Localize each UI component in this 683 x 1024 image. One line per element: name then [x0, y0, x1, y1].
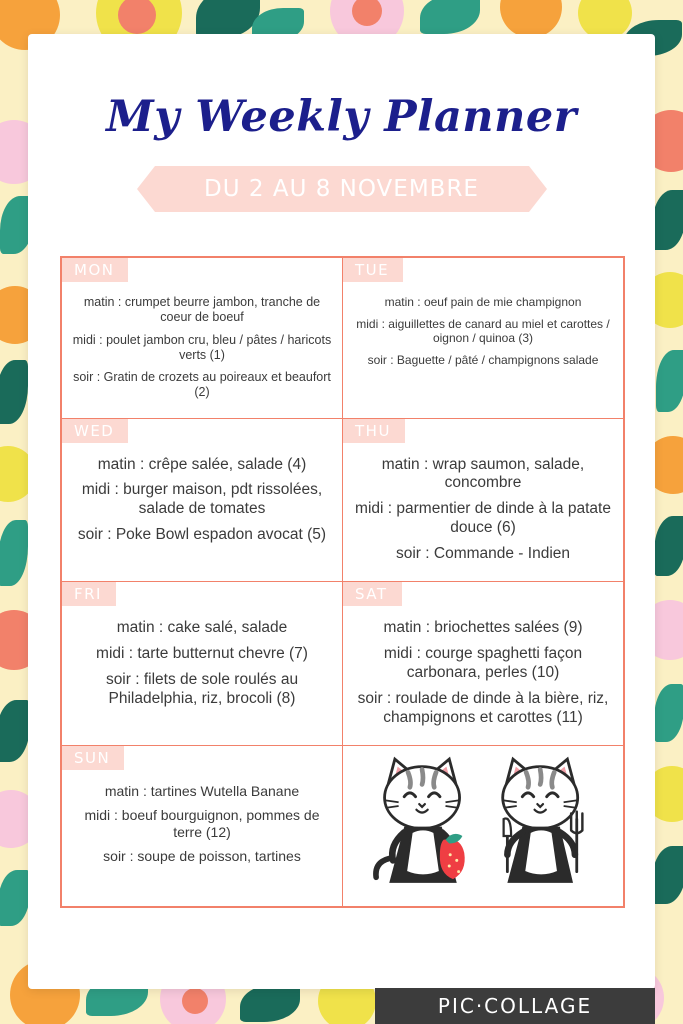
decorative-leaf — [656, 350, 683, 412]
decorative-leaf — [420, 0, 480, 34]
day-cell-fri[interactable] — [62, 582, 343, 746]
decorative-leaf — [0, 700, 30, 762]
weekly-grid — [60, 256, 625, 908]
date-range-text: DU 2 AU 8 NOVEMBRE — [204, 176, 479, 202]
decorative-leaf — [654, 684, 683, 742]
meal-entry: soir : Gratin de crozets au poireaux et beaufort (2) — [73, 370, 331, 400]
decorative-leaf — [0, 870, 30, 926]
meal-entry: midi : aiguillettes de canard au miel et carottes / oignon / quinoa (3) — [356, 316, 610, 346]
meal-entry: matin : crumpet beurre jambon, tranche de coeur de boeuf — [83, 295, 321, 325]
day-cell-tue[interactable] — [343, 258, 624, 419]
decorative-leaf — [652, 846, 683, 904]
meal-entry: matin : oeuf pain de mie champignon — [384, 295, 582, 309]
meal-entry: soir : Commande - Indien — [395, 545, 571, 563]
decorative-leaf — [0, 360, 28, 424]
meal-entry: matin : crêpe salée, salade (4) — [97, 455, 307, 473]
meal-entry: matin : wrap saumon, salade, concombre — [381, 455, 585, 492]
meal-entry: soir : soupe de poisson, tartines — [103, 847, 301, 864]
two-cats-icon — [343, 746, 623, 896]
meal-entry: matin : tartines Wutella Banane — [104, 782, 300, 799]
day-cell-sun[interactable] — [62, 745, 343, 906]
planner-card — [28, 34, 655, 989]
date-range-banner — [28, 166, 655, 212]
decorative-flower — [182, 988, 208, 1014]
meal-entry: soir : Baguette / pâté / champignons salade — [367, 352, 599, 367]
decorative-leaf — [196, 0, 260, 38]
day-cell-wed[interactable] — [62, 418, 343, 582]
meal-entry: soir : roulade de dinde à la bière, riz, champignons et carottes (11) — [357, 689, 609, 726]
day-label-wed: WED — [62, 419, 128, 443]
pic-collage-watermark: PIC·COLLAGE — [375, 988, 655, 1024]
page-title: My Weekly Planner — [106, 92, 577, 142]
decorative-leaf — [654, 516, 683, 576]
day-cell-sat[interactable] — [343, 582, 624, 746]
decorative-leaf — [0, 520, 28, 586]
meal-entry: matin : briochettes salées (9) — [383, 619, 583, 637]
day-label-thu: THU — [343, 419, 405, 443]
day-label-tue: TUE — [343, 258, 403, 282]
meal-entry: soir : Poke Bowl espadon avocat (5) — [77, 526, 327, 544]
meal-entry: midi : parmentier de dinde à la patate douce (6) — [355, 500, 611, 537]
meal-entry: midi : burger maison, pdt rissolées, salade de tomates — [81, 481, 323, 518]
decorative-leaf — [652, 190, 683, 250]
meal-entry: midi : tarte butternut chevre (7) — [96, 644, 308, 662]
day-label-sat: SAT — [343, 582, 402, 606]
illustration-cell — [343, 745, 624, 906]
meal-entry: midi : boeuf bourguignon, pommes de terre (12) — [84, 806, 320, 840]
meal-entry: matin : cake salé, salade — [116, 619, 288, 637]
day-label-sun: SUN — [62, 746, 124, 770]
meal-entry: midi : courge spaghetti façon carbonara, perles (10) — [383, 644, 583, 681]
decorative-leaf — [240, 984, 300, 1022]
day-cell-mon[interactable] — [62, 258, 343, 419]
meal-entry: midi : poulet jambon cru, bleu / pâtes / haricots verts (1) — [72, 332, 332, 362]
day-label-fri: FRI — [62, 582, 116, 606]
day-cell-thu[interactable] — [343, 418, 624, 582]
decorative-flower — [500, 0, 562, 38]
meal-entry: soir : filets de sole roulés au Philadelphia, riz, brocoli (8) — [105, 670, 299, 707]
day-label-mon: MON — [62, 258, 128, 282]
